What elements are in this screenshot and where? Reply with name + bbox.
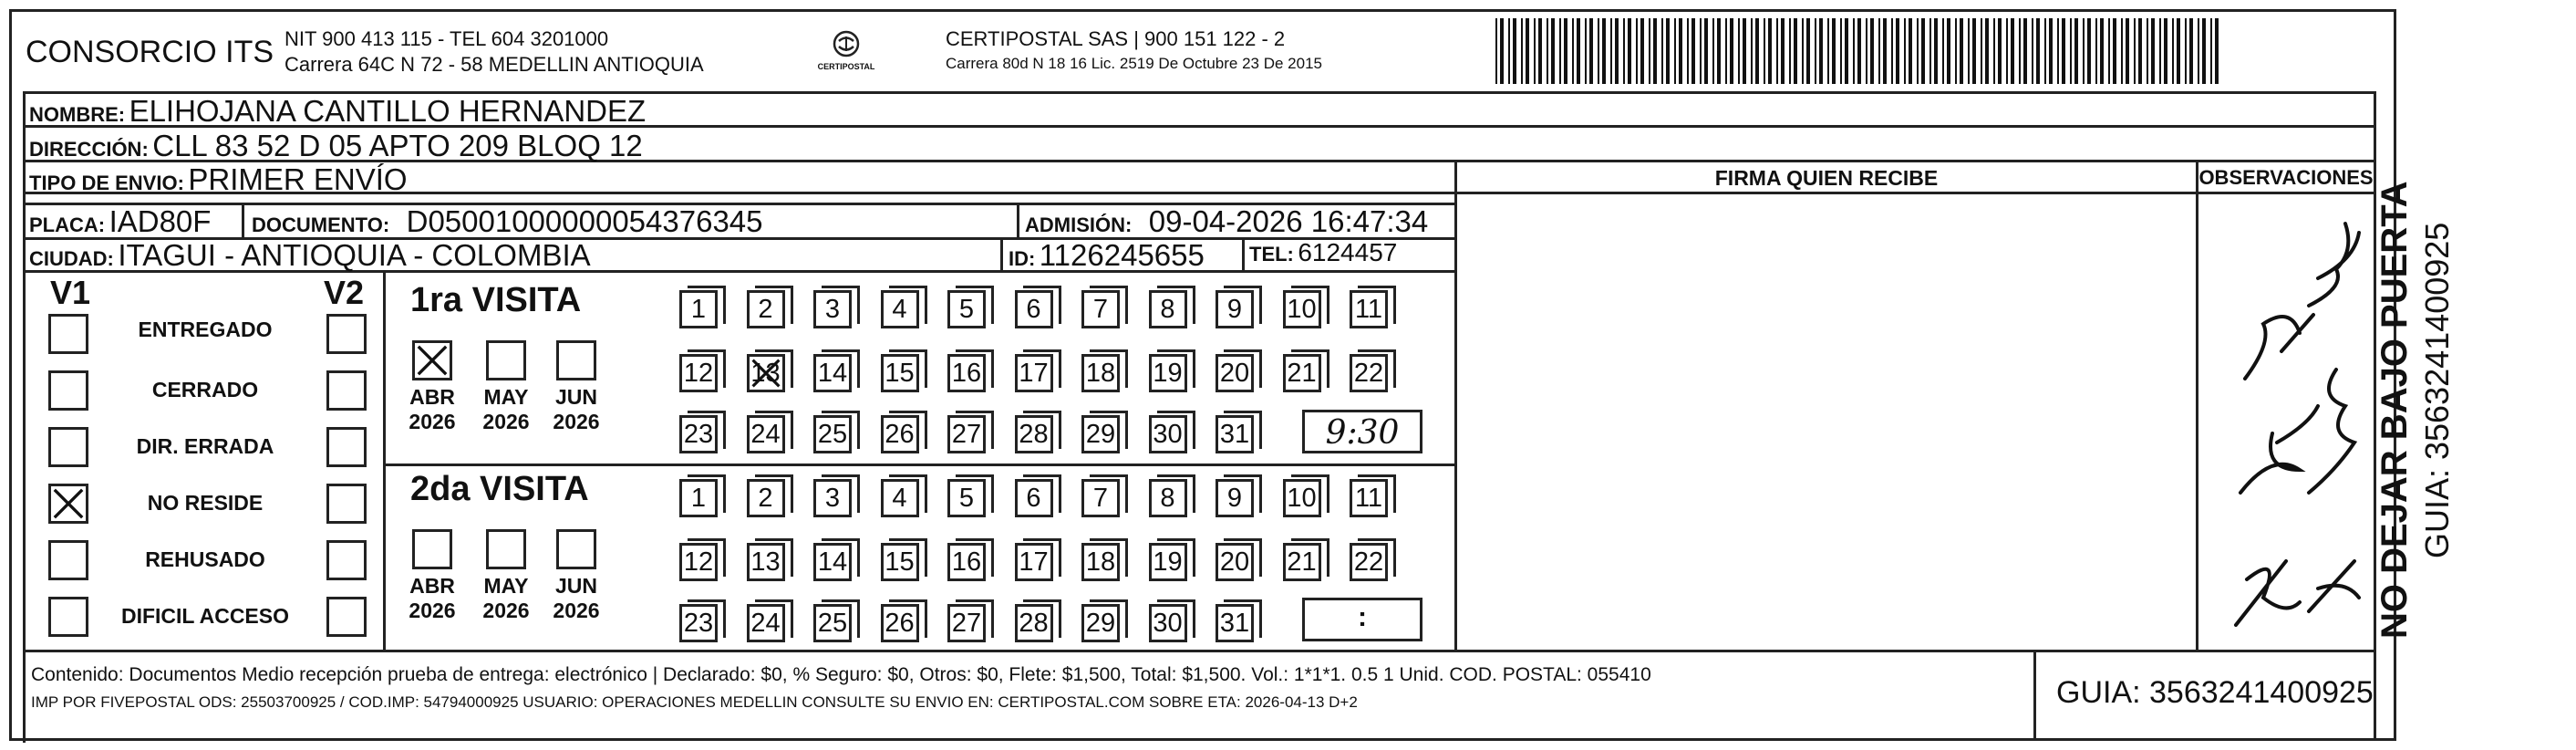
second-visit-day-number: 29 — [1085, 609, 1116, 638]
barcode — [1495, 18, 2225, 84]
first-visit-day-number: 25 — [817, 420, 848, 449]
placa-value: IAD80F — [109, 204, 212, 238]
first-visit-day-box[interactable] — [881, 354, 919, 392]
first-visit-day-number: 29 — [1085, 420, 1116, 449]
first-visit-day-box[interactable] — [881, 415, 919, 453]
direccion-value: CLL 83 52 D 05 APTO 209 BLOQ 12 — [152, 129, 643, 162]
second-visit-day-box[interactable] — [947, 479, 986, 517]
v1-checkbox[interactable] — [48, 370, 88, 411]
v1-checkbox[interactable] — [48, 314, 88, 354]
second-visit-month-checkbox[interactable] — [556, 529, 596, 569]
first-visit-day-box[interactable] — [679, 290, 718, 328]
first-visit-month-checkbox[interactable] — [412, 340, 452, 380]
first-visit-time-box[interactable] — [1302, 410, 1422, 453]
tel-value: 6124457 — [1298, 238, 1398, 266]
first-visit-year-label: 2026 — [409, 410, 456, 433]
first-visit-day-box[interactable] — [1283, 354, 1321, 392]
second-visit-day-number: 13 — [750, 547, 781, 577]
first-visit-day-number: 16 — [951, 359, 982, 388]
first-visit-day-box[interactable] — [813, 290, 852, 328]
placa-label: PLACA: — [29, 214, 106, 236]
first-visit-day-box[interactable] — [1149, 290, 1187, 328]
second-visit-day-box[interactable] — [1015, 479, 1053, 517]
second-visit-day-number: 24 — [750, 609, 781, 638]
v2-checkbox[interactable] — [326, 540, 367, 580]
first-visit-day-box[interactable] — [813, 415, 852, 453]
first-visit-day-number: 23 — [683, 420, 714, 449]
second-visit-day-number: 5 — [958, 484, 975, 513]
second-visit-day-number: 26 — [885, 609, 915, 638]
first-visit-day-box[interactable] — [747, 415, 785, 453]
second-visit-month-label: ABR — [409, 574, 455, 598]
first-visit-day-box[interactable] — [1149, 354, 1187, 392]
first-visit-day-number: 21 — [1287, 359, 1317, 388]
second-visit-month-checkbox[interactable] — [486, 529, 526, 569]
second-visit-year-label: 2026 — [409, 599, 456, 622]
status-label: DIFICIL ACCESO — [120, 604, 289, 628]
second-visit-day-number: 30 — [1153, 609, 1183, 638]
first-visit-day-number: 3 — [824, 295, 841, 324]
second-visit-day-box[interactable] — [679, 604, 718, 642]
first-visit-day-box[interactable] — [1283, 290, 1321, 328]
first-visit-day-box[interactable] — [1015, 354, 1053, 392]
second-visit-day-box[interactable] — [679, 543, 718, 581]
second-visit-title: 2da VISITA — [410, 470, 589, 508]
v1-label: V1 — [50, 274, 91, 311]
second-visit-day-number: 21 — [1287, 547, 1317, 577]
second-visit-day-number: 23 — [683, 609, 714, 638]
first-visit-day-box[interactable] — [1149, 415, 1187, 453]
first-visit-month-label: MAY — [483, 385, 529, 409]
second-visit-day-box[interactable] — [881, 479, 919, 517]
id-label: ID: — [1009, 247, 1036, 270]
tel-row — [1249, 238, 1397, 267]
second-visit-day-box[interactable] — [1216, 479, 1254, 517]
status-label: REHUSADO — [145, 547, 265, 571]
check-x-icon — [415, 343, 450, 378]
documento-value: D05001000000054376345 — [406, 204, 763, 238]
admision-value: 09-04-2026 16:47:34 — [1148, 204, 1429, 238]
first-visit-day-number: 4 — [892, 295, 907, 324]
ciudad-value: ITAGUI - ANTIOQUIA - COLOMBIA — [118, 238, 591, 272]
v1-checkbox[interactable] — [48, 540, 88, 580]
second-visit-day-number: 6 — [1026, 484, 1041, 513]
first-visit-day-box[interactable] — [679, 415, 718, 453]
v1-checkbox[interactable] — [48, 484, 88, 524]
second-visit-day-number: 4 — [892, 484, 907, 513]
first-visit-day-number: 18 — [1085, 359, 1116, 388]
second-visit-day-box[interactable] — [813, 604, 852, 642]
footer-line2: IMP POR FIVEPOSTAL ODS: 25503700925 / COD.IMP: 54794000925 USUARIO: OPERACIONES MEDELLIN CONSULTE SU ENVIO EN: CERTIPOSTAL.COM SOBRE ETA: 2026-04-13 D+2 — [31, 693, 1358, 711]
direccion-label: DIRECCIÓN: — [29, 138, 149, 161]
first-visit-day-number: 10 — [1287, 295, 1317, 324]
first-visit-day-number: 9 — [1226, 295, 1243, 324]
first-visit-day-box[interactable] — [813, 354, 852, 392]
second-visit-day-box[interactable] — [1149, 604, 1187, 642]
first-visit-day-box[interactable] — [747, 290, 785, 328]
first-visit-day-box[interactable] — [947, 415, 986, 453]
side-instruction: NO DEJAR BAJO PUERTA — [2374, 181, 2415, 639]
second-visit-day-box[interactable] — [747, 543, 785, 581]
placa-row — [29, 204, 211, 239]
second-visit-day-number: 3 — [824, 484, 841, 513]
first-visit-day-box[interactable] — [881, 290, 919, 328]
firma-label: FIRMA QUIEN RECIBE — [1714, 166, 1939, 190]
first-visit-month-label: JUN — [554, 385, 597, 409]
second-visit-day-box[interactable] — [1149, 479, 1187, 517]
first-visit-day-box[interactable] — [1350, 290, 1388, 328]
tipo-envio-label: TIPO DE ENVIO: — [29, 172, 184, 194]
second-visit-day-box[interactable] — [1283, 543, 1321, 581]
first-visit-day-number: 8 — [1160, 295, 1175, 324]
id-value: 1126245655 — [1039, 238, 1205, 272]
first-visit-day-number: 5 — [958, 295, 975, 324]
second-visit-day-box[interactable] — [1081, 604, 1120, 642]
second-visit-month-label: MAY — [483, 574, 529, 598]
observation-signature — [2199, 196, 2373, 648]
second-visit-day-number: 16 — [951, 547, 982, 577]
second-visit-day-box[interactable] — [1350, 479, 1388, 517]
first-visit-day-number: 17 — [1019, 359, 1049, 388]
first-visit-month-checkbox[interactable] — [486, 340, 526, 380]
nombre-label: NOMBRE: — [29, 103, 126, 126]
first-visit-day-number: 7 — [1092, 295, 1109, 324]
documento-row — [252, 204, 763, 239]
first-visit-day-number: 6 — [1026, 295, 1041, 324]
certipostal-line1: CERTIPOSTAL SAS | 900 151 122 - 2 — [946, 27, 1286, 50]
second-visit-day-number: 18 — [1085, 547, 1116, 577]
second-visit-month-checkbox[interactable] — [412, 529, 452, 569]
first-visit-day-box[interactable] — [1015, 290, 1053, 328]
second-visit-day-box[interactable] — [1350, 543, 1388, 581]
first-visit-month-label: ABR — [409, 385, 455, 409]
first-visit-time: 9:30 — [1325, 414, 1400, 452]
certipostal-logo-icon — [814, 27, 878, 78]
nombre-value: ELIHOJANA CANTILLO HERNANDEZ — [129, 94, 647, 128]
ciudad-row — [29, 238, 591, 273]
footer-line1: Contenido: Documentos Medio recepción prueba de entrega: electrónico | Declarado: $0, % Seguro: $0, Otros: $0, Flete: $1,500, Total: $1,500. Vol.: 1*1*1. 0.5 1 Unid. COD. POSTAL: 055410 — [31, 664, 1651, 685]
second-visit-day-box[interactable] — [947, 543, 986, 581]
second-visit-day-number: 2 — [758, 484, 773, 513]
second-visit-day-number: 28 — [1019, 609, 1049, 638]
second-visit-day-box[interactable] — [881, 543, 919, 581]
v1-checkbox[interactable] — [48, 597, 88, 637]
first-visit-day-box[interactable] — [1081, 354, 1120, 392]
admision-row — [1025, 204, 1428, 239]
second-visit-day-box[interactable] — [747, 604, 785, 642]
v2-checkbox[interactable] — [326, 597, 367, 637]
certipostal-line2: Carrera 80d N 18 16 Lic. 2519 De Octubre 23 De 2015 — [946, 55, 1322, 72]
v1-checkbox[interactable] — [48, 427, 88, 467]
first-visit-day-box[interactable] — [947, 290, 986, 328]
second-visit-year-label: 2026 — [482, 599, 530, 622]
second-visit-time-box[interactable] — [1302, 598, 1422, 641]
ciudad-label: CIUDAD: — [29, 247, 114, 270]
second-visit-day-box[interactable] — [1216, 604, 1254, 642]
first-visit-day-box[interactable] — [1216, 354, 1254, 392]
side-guia: GUIA: 3563241400925 — [2418, 222, 2456, 558]
status-label: ENTREGADO — [138, 318, 273, 341]
second-visit-day-number: 22 — [1353, 547, 1384, 577]
logo-text: CERTIPOSTAL — [817, 62, 875, 71]
first-visit-day-number: 22 — [1353, 359, 1384, 388]
second-visit-day-number: 1 — [690, 484, 707, 513]
first-visit-day-box[interactable] — [947, 354, 986, 392]
documento-label: DOCUMENTO: — [252, 214, 390, 236]
status-label: CERRADO — [151, 378, 259, 401]
footer-guia: GUIA: 3563241400925 — [2056, 675, 2374, 710]
first-visit-day-box[interactable] — [1350, 354, 1388, 392]
check-x-icon — [51, 486, 86, 521]
status-label: NO RESIDE — [147, 491, 264, 515]
second-visit-day-number: 11 — [1354, 484, 1383, 513]
id-row — [1009, 238, 1205, 273]
second-visit-day-box[interactable] — [1015, 604, 1053, 642]
second-visit-month-label: JUN — [554, 574, 597, 598]
first-visit-day-number: 28 — [1019, 420, 1049, 449]
v2-checkbox[interactable] — [326, 427, 367, 467]
second-visit-day-number: 9 — [1226, 484, 1243, 513]
second-visit-day-box[interactable] — [947, 604, 986, 642]
company-address: Carrera 64C N 72 - 58 MEDELLIN ANTIOQUIA — [284, 53, 704, 76]
second-visit-day-box[interactable] — [1015, 543, 1053, 581]
second-visit-day-box[interactable] — [1149, 543, 1187, 581]
second-visit-day-number: 10 — [1287, 484, 1317, 513]
first-visit-day-number: 26 — [885, 420, 915, 449]
second-visit-day-box[interactable] — [813, 543, 852, 581]
first-visit-title: 1ra VISITA — [410, 281, 582, 319]
first-visit-day-number: 14 — [817, 359, 848, 388]
first-visit-day-box[interactable] — [1015, 415, 1053, 453]
first-visit-day-number: 19 — [1153, 359, 1183, 388]
v2-checkbox[interactable] — [326, 370, 367, 411]
second-visit-day-number: 7 — [1092, 484, 1109, 513]
first-visit-day-number: 31 — [1219, 420, 1250, 449]
first-visit-day-box[interactable] — [747, 354, 785, 392]
first-visit-year-label: 2026 — [553, 410, 600, 433]
first-visit-day-number: 27 — [951, 420, 982, 449]
tipo-envio-value: PRIMER ENVÍO — [188, 162, 408, 196]
second-visit-day-number: 14 — [817, 547, 848, 577]
second-visit-day-number: 12 — [683, 547, 714, 577]
first-visit-day-number: 11 — [1354, 295, 1383, 324]
v2-checkbox[interactable] — [326, 484, 367, 524]
first-visit-day-number: 2 — [758, 295, 773, 324]
second-visit-day-number: 20 — [1219, 547, 1250, 577]
nombre-row — [29, 94, 646, 129]
second-visit-day-number: 8 — [1160, 484, 1175, 513]
second-visit-day-box[interactable] — [1283, 479, 1321, 517]
company-nit: NIT 900 413 115 - TEL 604 3201000 — [284, 27, 609, 50]
first-visit-day-number: 1 — [690, 295, 707, 324]
second-visit-day-number: 31 — [1219, 609, 1250, 638]
v2-label: V2 — [324, 274, 365, 311]
first-visit-month-checkbox[interactable] — [556, 340, 596, 380]
first-visit-day-box[interactable] — [1216, 290, 1254, 328]
second-visit-day-box[interactable] — [813, 479, 852, 517]
first-visit-year-label: 2026 — [482, 410, 530, 433]
status-label: DIR. ERRADA — [136, 434, 274, 458]
direccion-row — [29, 129, 643, 163]
second-visit-day-number: 17 — [1019, 547, 1049, 577]
first-visit-day-number: 24 — [750, 420, 781, 449]
company-name: CONSORCIO ITS — [26, 35, 274, 69]
second-visit-day-number: 19 — [1153, 547, 1183, 577]
second-visit-day-box[interactable] — [1216, 543, 1254, 581]
second-visit-day-box[interactable] — [747, 479, 785, 517]
second-visit-time: : — [1358, 602, 1367, 632]
second-visit-day-number: 15 — [885, 547, 915, 577]
first-visit-day-number: 30 — [1153, 420, 1183, 449]
second-visit-day-box[interactable] — [679, 479, 718, 517]
first-visit-day-box[interactable] — [1081, 415, 1120, 453]
first-visit-day-number: 15 — [885, 359, 915, 388]
first-visit-day-box[interactable] — [679, 354, 718, 392]
v2-checkbox[interactable] — [326, 314, 367, 354]
second-visit-day-number: 25 — [817, 609, 848, 638]
first-visit-day-number: 12 — [683, 359, 714, 388]
second-visit-day-box[interactable] — [881, 604, 919, 642]
second-visit-day-box[interactable] — [1081, 543, 1120, 581]
admision-label: ADMISIÓN: — [1025, 214, 1133, 236]
second-visit-year-label: 2026 — [553, 599, 600, 622]
first-visit-day-box[interactable] — [1081, 290, 1120, 328]
first-visit-day-box[interactable] — [1216, 415, 1254, 453]
second-visit-day-number: 27 — [951, 609, 982, 638]
first-visit-day-number: 13 — [750, 359, 781, 388]
first-visit-day-number: 20 — [1219, 359, 1250, 388]
second-visit-day-box[interactable] — [1081, 479, 1120, 517]
tipo-envio-row — [29, 162, 408, 197]
tel-label: TEL: — [1249, 243, 1294, 266]
observaciones-label: OBSERVACIONES — [2198, 166, 2374, 189]
